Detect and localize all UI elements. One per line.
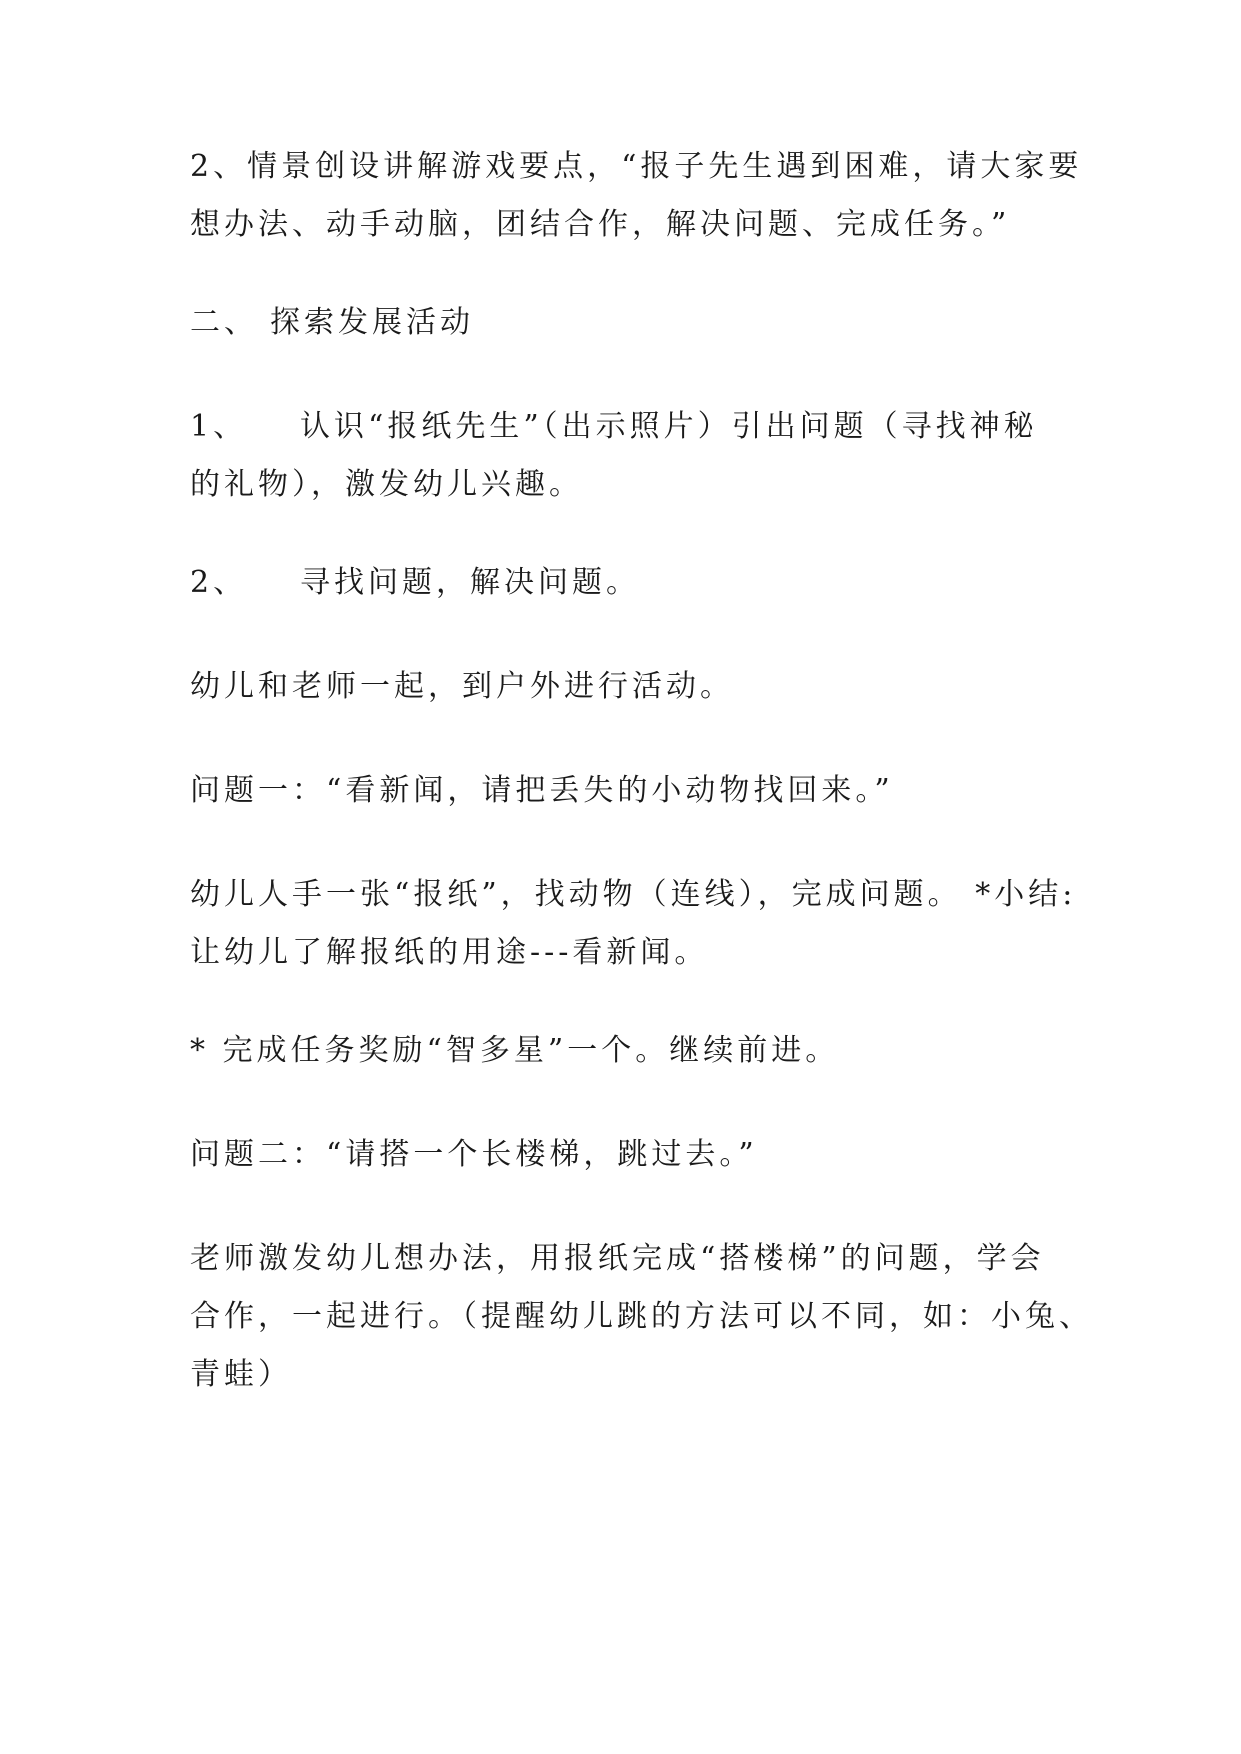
- section-heading-explore: [190, 294, 1070, 352]
- paragraph-line: 认识“报纸先生”（出示照片）引出问题（寻找神秘: [300, 409, 1038, 444]
- paragraph-line: 问题一：“看新闻，请把丢失的小动物找回来。”: [190, 773, 894, 808]
- paragraph-line: 幼儿和老师一起，到户外进行活动。: [190, 669, 734, 704]
- paragraph-game-points: [190, 138, 1083, 254]
- paragraph-find-animals: [190, 866, 1077, 982]
- paragraph-item-1: [190, 398, 1070, 514]
- paragraph-line: 的礼物），激发幼儿兴趣。: [190, 467, 583, 502]
- paragraph-line: 让幼儿了解报纸的用途---看新闻。: [190, 935, 709, 970]
- paragraph-item-2: [190, 554, 1070, 612]
- paragraph-line: * 完成任务奖励“智多星”一个。继续前进。: [190, 1033, 840, 1068]
- paragraph-line: 青蛙）: [190, 1357, 292, 1392]
- paragraph-build-stairs: [190, 1230, 1093, 1404]
- section-number: 二、: [190, 305, 258, 340]
- paragraph-line: 想办法、动手动脑，团结合作，解决问题、完成任务。”: [190, 207, 1011, 242]
- paragraph-question-2: [190, 1126, 1070, 1184]
- paragraph-line: 幼儿人手一张“报纸”，找动物（连线），完成问题。 *小结:: [190, 877, 1077, 912]
- paragraph-outdoor: [190, 658, 1070, 716]
- section-title: 探索发展活动: [270, 305, 474, 340]
- paragraph-reward: [190, 1022, 1070, 1080]
- item-number: 1、: [190, 409, 248, 444]
- item-number: 2、: [190, 565, 248, 600]
- paragraph-line: 合作，一起进行。（提醒幼儿跳的方法可以不同，如：小兔、: [190, 1299, 1093, 1334]
- paragraph-line: 老师激发幼儿想办法，用报纸完成“搭楼梯”的问题，学会: [190, 1241, 1045, 1276]
- paragraph-line: 问题二：“请搭一个长楼梯，跳过去。”: [190, 1137, 758, 1172]
- paragraph-question-1: [190, 762, 1070, 820]
- paragraph-line: 2、情景创设讲解游戏要点，“报子先生遇到困难，请大家要: [190, 149, 1083, 184]
- paragraph-line: 寻找问题，解决问题。: [300, 565, 640, 600]
